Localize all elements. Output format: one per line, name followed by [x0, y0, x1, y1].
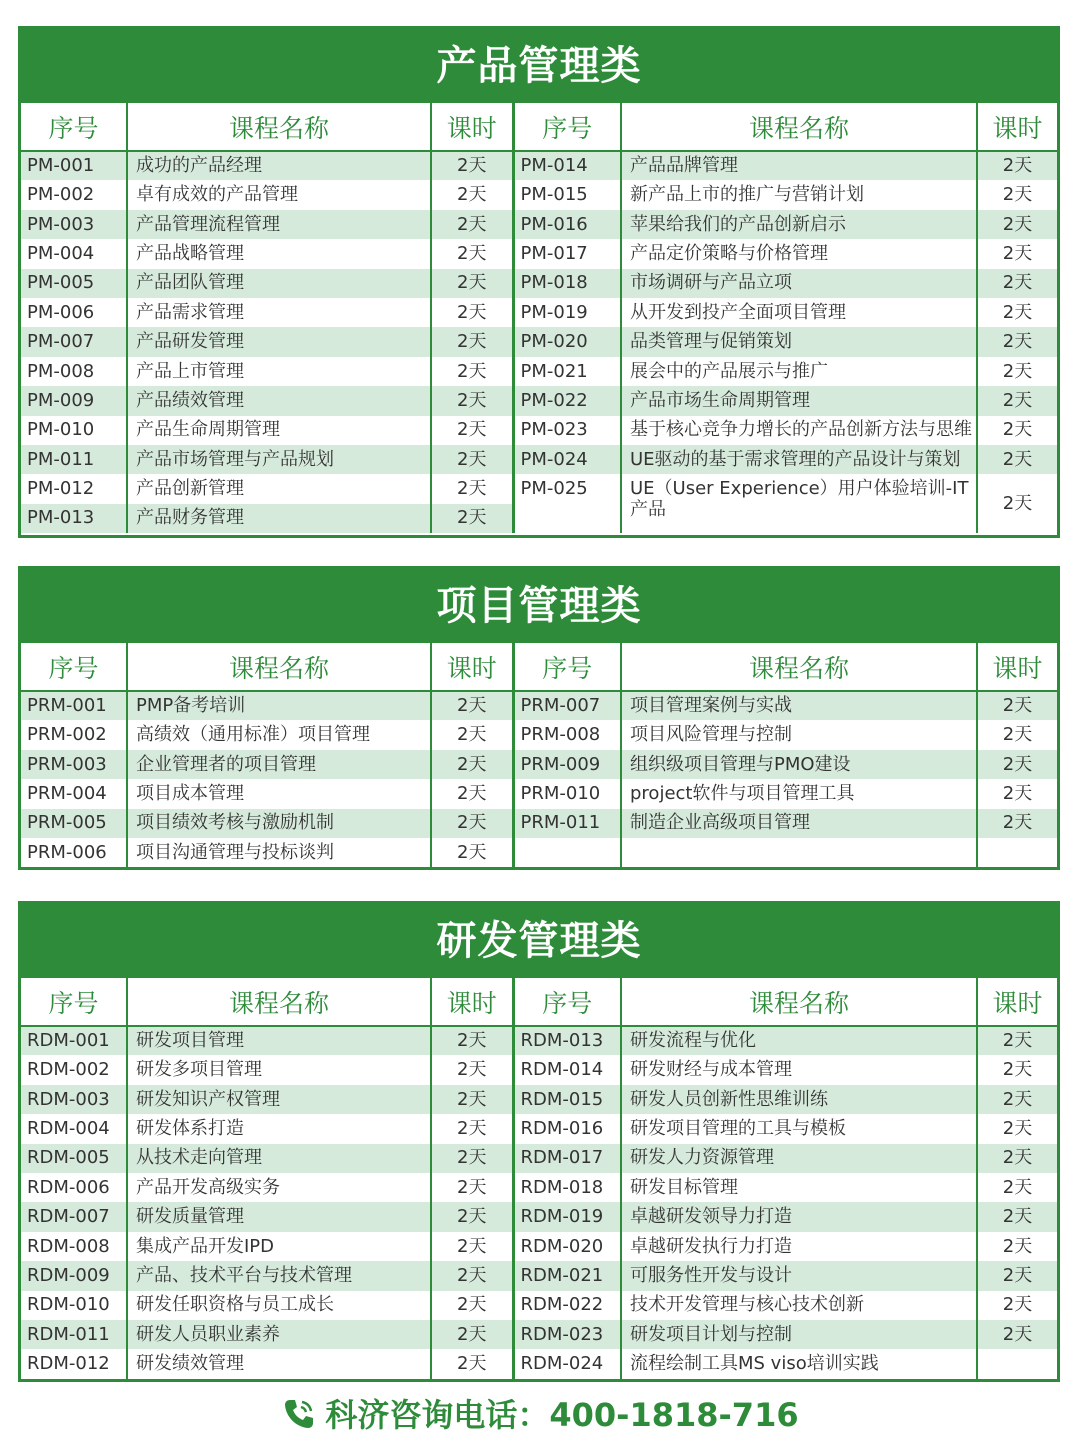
course-code: PRM-008	[513, 720, 621, 749]
course-hours: 2天	[977, 269, 1057, 298]
course-name: 流程绘制工具MS viso培训实践	[621, 1349, 977, 1378]
course-hours	[977, 1349, 1057, 1378]
course-code: RDM-005	[21, 1144, 127, 1173]
course-code: PM-008	[21, 357, 127, 386]
header-name: 课程名称	[127, 643, 431, 691]
course-name	[621, 838, 977, 867]
course-code: RDM-016	[513, 1114, 621, 1143]
course-code: RDM-006	[21, 1173, 127, 1202]
course-name: 从开发到投产全面项目管理	[621, 298, 977, 327]
header-name: 课程名称	[127, 103, 431, 151]
course-code: RDM-018	[513, 1173, 621, 1202]
course-code: RDM-007	[21, 1202, 127, 1231]
course-name: 展会中的产品展示与推广	[621, 357, 977, 386]
course-name: 卓有成效的产品管理	[127, 180, 431, 209]
course-hours: 2天	[977, 239, 1057, 268]
course-hours: 2天	[977, 151, 1057, 180]
header-id: 序号	[513, 103, 621, 151]
table-row	[21, 1144, 1057, 1173]
course-name: 高绩效（通用标准）项目管理	[127, 720, 431, 749]
course-code: PM-015	[513, 180, 621, 209]
course-name: 组织级项目管理与PMO建设	[621, 750, 977, 779]
course-code: PRM-005	[21, 809, 127, 838]
section-title: 研发管理类	[21, 904, 1057, 978]
course-name: 产品管理流程管理	[127, 210, 431, 239]
course-code: PM-002	[21, 180, 127, 209]
course-hours: 2天	[431, 779, 513, 808]
course-name: 研发知识产权管理	[127, 1085, 431, 1114]
course-code: PM-021	[513, 357, 621, 386]
course-hours: 2天	[977, 1291, 1057, 1320]
course-code: PM-004	[21, 239, 127, 268]
course-hours: 2天	[431, 1114, 513, 1143]
course-hours: 2天	[977, 327, 1057, 356]
course-name: 项目成本管理	[127, 779, 431, 808]
header-hours: 课时	[977, 978, 1057, 1026]
course-hours: 2天	[431, 386, 513, 415]
table-row	[21, 1320, 1057, 1349]
course-hours: 2天	[977, 1055, 1057, 1084]
course-code: RDM-008	[21, 1232, 127, 1261]
course-code: PM-017	[513, 239, 621, 268]
table-row	[21, 445, 1057, 474]
course-code: RDM-012	[21, 1349, 127, 1378]
course-code: PM-010	[21, 416, 127, 445]
section-title: 产品管理类	[21, 29, 1057, 103]
table-row	[21, 779, 1057, 808]
course-name: 新产品上市的推广与营销计划	[621, 180, 977, 209]
table-row	[21, 151, 1057, 180]
course-hours: 2天	[977, 720, 1057, 749]
course-hours: 2天	[431, 720, 513, 749]
course-code	[513, 838, 621, 867]
course-name: 研发目标管理	[621, 1173, 977, 1202]
course-name: 产品财务管理	[127, 504, 431, 533]
course-name: 研发项目计划与控制	[621, 1320, 977, 1349]
course-code: PM-012	[21, 474, 127, 503]
course-name: 研发体系打造	[127, 1114, 431, 1143]
course-name: 研发人力资源管理	[621, 1144, 977, 1173]
course-hours: 2天	[977, 386, 1057, 415]
course-code: RDM-001	[21, 1026, 127, 1055]
course-name: 集成产品开发IPD	[127, 1232, 431, 1261]
course-hours: 2天	[431, 1055, 513, 1084]
course-hours: 2天	[977, 210, 1057, 239]
course-hours: 2天	[431, 1349, 513, 1378]
course-hours: 2天	[431, 269, 513, 298]
course-code: PM-009	[21, 386, 127, 415]
course-name: 项目沟通管理与投标谈判	[127, 838, 431, 867]
course-code: RDM-022	[513, 1291, 621, 1320]
course-code: RDM-019	[513, 1202, 621, 1231]
course-hours: 2天	[977, 416, 1057, 445]
course-code: PRM-011	[513, 809, 621, 838]
header-id: 序号	[21, 643, 127, 691]
course-code: PM-024	[513, 445, 621, 474]
course-name: 苹果给我们的产品创新启示	[621, 210, 977, 239]
course-hours: 2天	[431, 1232, 513, 1261]
course-hours: 2天	[431, 809, 513, 838]
course-hours: 2天	[431, 691, 513, 720]
course-hours: 2天	[977, 445, 1057, 474]
course-name: 产品生命周期管理	[127, 416, 431, 445]
course-hours: 2天	[977, 357, 1057, 386]
course-code: RDM-020	[513, 1232, 621, 1261]
course-code: PM-019	[513, 298, 621, 327]
course-hours: 2天	[977, 298, 1057, 327]
header-row	[21, 978, 1057, 1026]
course-table	[21, 978, 1057, 1379]
course-name: 产品团队管理	[127, 269, 431, 298]
course-code: RDM-009	[21, 1261, 127, 1290]
header-name: 课程名称	[621, 103, 977, 151]
course-name: 市场调研与产品立项	[621, 269, 977, 298]
course-code: PRM-003	[21, 750, 127, 779]
course-code: PM-022	[513, 386, 621, 415]
course-hours: 2天	[431, 1026, 513, 1055]
course-hours: 2天	[431, 416, 513, 445]
course-name: 研发任职资格与员工成长	[127, 1291, 431, 1320]
course-code: PM-013	[21, 504, 127, 533]
course-code: RDM-003	[21, 1085, 127, 1114]
section-title: 项目管理类	[21, 569, 1057, 643]
course-name: 产品、技术平台与技术管理	[127, 1261, 431, 1290]
section-product-management	[18, 26, 1060, 538]
course-code: PRM-004	[21, 779, 127, 808]
course-code: PM-014	[513, 151, 621, 180]
table-row	[21, 1114, 1057, 1143]
course-name: 研发多项目管理	[127, 1055, 431, 1084]
course-name: 研发人员职业素养	[127, 1320, 431, 1349]
table-row	[21, 1173, 1057, 1202]
course-code: PRM-001	[21, 691, 127, 720]
course-name: 项目管理案例与实战	[621, 691, 977, 720]
course-hours: 2天	[431, 327, 513, 356]
course-name: 产品研发管理	[127, 327, 431, 356]
table-row	[21, 1261, 1057, 1290]
course-hours: 2天	[431, 298, 513, 327]
header-name: 课程名称	[127, 978, 431, 1026]
course-hours: 2天	[977, 691, 1057, 720]
course-hours	[977, 838, 1057, 867]
course-name: 从技术走向管理	[127, 1144, 431, 1173]
course-name: 成功的产品经理	[127, 151, 431, 180]
course-name: 技术开发管理与核心技术创新	[621, 1291, 977, 1320]
course-hours: 2天	[977, 1114, 1057, 1143]
table-row	[21, 1232, 1057, 1261]
course-hours: 2天	[431, 1144, 513, 1173]
table-row	[21, 720, 1057, 749]
course-hours: 2天	[977, 779, 1057, 808]
course-code: RDM-023	[513, 1320, 621, 1349]
table-row	[21, 691, 1057, 720]
course-code: PRM-002	[21, 720, 127, 749]
course-hours: 2天	[977, 750, 1057, 779]
header-id: 序号	[513, 978, 621, 1026]
course-hours: 2天	[977, 180, 1057, 209]
course-code: RDM-015	[513, 1085, 621, 1114]
header-hours: 课时	[431, 978, 513, 1026]
course-name: 研发绩效管理	[127, 1349, 431, 1378]
course-name: UE（User Experience）用户体验培训-IT产品	[621, 474, 977, 533]
course-code: RDM-017	[513, 1144, 621, 1173]
course-hours: 2天	[431, 239, 513, 268]
table-row	[21, 1055, 1057, 1084]
course-name: 产品定价策略与价格管理	[621, 239, 977, 268]
header-hours: 课时	[431, 103, 513, 151]
course-name: 产品战略管理	[127, 239, 431, 268]
course-hours: 2天	[977, 1320, 1057, 1349]
course-code: RDM-013	[513, 1026, 621, 1055]
course-hours: 2天	[431, 750, 513, 779]
table-row	[21, 180, 1057, 209]
course-name: 产品创新管理	[127, 474, 431, 503]
course-name: 制造企业高级项目管理	[621, 809, 977, 838]
table-row	[21, 1202, 1057, 1231]
course-name: 卓越研发领导力打造	[621, 1202, 977, 1231]
course-name: 产品绩效管理	[127, 386, 431, 415]
course-hours: 2天	[977, 1026, 1057, 1055]
phone-icon	[281, 1396, 317, 1432]
course-name: 研发流程与优化	[621, 1026, 977, 1055]
header-row	[21, 643, 1057, 691]
table-row	[21, 327, 1057, 356]
header-hours: 课时	[977, 103, 1057, 151]
table-row	[21, 1026, 1057, 1055]
table-row	[21, 1085, 1057, 1114]
header-name: 课程名称	[621, 643, 977, 691]
table-row	[21, 838, 1057, 867]
course-code: PRM-010	[513, 779, 621, 808]
course-hours: 2天	[431, 210, 513, 239]
header-hours: 课时	[977, 643, 1057, 691]
table-row	[21, 1291, 1057, 1320]
course-name: project软件与项目管理工具	[621, 779, 977, 808]
course-name: 研发财经与成本管理	[621, 1055, 977, 1084]
header-row	[21, 103, 1057, 151]
course-hours: 2天	[431, 1173, 513, 1202]
course-name: 企业管理者的项目管理	[127, 750, 431, 779]
contact-footer	[0, 1390, 1080, 1440]
table-row	[21, 269, 1057, 298]
table-row	[21, 474, 1057, 503]
course-hours: 2天	[431, 445, 513, 474]
course-name: 产品需求管理	[127, 298, 431, 327]
section-rd-management	[18, 901, 1060, 1382]
course-hours: 2天	[431, 1202, 513, 1231]
course-hours: 2天	[977, 1144, 1057, 1173]
course-table	[21, 103, 1057, 533]
course-name: 产品市场管理与产品规划	[127, 445, 431, 474]
course-hours: 2天	[977, 1085, 1057, 1114]
course-hours: 2天	[431, 1291, 513, 1320]
course-name: 研发人员创新性思维训练	[621, 1085, 977, 1114]
course-code: RDM-004	[21, 1114, 127, 1143]
table-row	[21, 809, 1057, 838]
course-hours: 2天	[431, 1320, 513, 1349]
course-name: 可服务性开发与设计	[621, 1261, 977, 1290]
course-code: RDM-024	[513, 1349, 621, 1378]
course-code: PRM-006	[21, 838, 127, 867]
course-name: 产品上市管理	[127, 357, 431, 386]
course-code: PM-011	[21, 445, 127, 474]
table-row	[21, 750, 1057, 779]
course-code: RDM-010	[21, 1291, 127, 1320]
course-table	[21, 643, 1057, 867]
header-id: 序号	[21, 103, 127, 151]
course-name: PMP备考培训	[127, 691, 431, 720]
header-id: 序号	[21, 978, 127, 1026]
course-code: PM-001	[21, 151, 127, 180]
course-hours: 2天	[431, 838, 513, 867]
course-hours: 2天	[977, 809, 1057, 838]
header-name: 课程名称	[621, 978, 977, 1026]
course-name: 品类管理与促销策划	[621, 327, 977, 356]
course-hours: 2天	[431, 151, 513, 180]
course-name: 基于核心竞争力增长的产品创新方法与思维	[621, 416, 977, 445]
table-row	[21, 210, 1057, 239]
course-hours: 2天	[431, 1261, 513, 1290]
course-hours: 2天	[431, 504, 513, 533]
table-row	[21, 1349, 1057, 1378]
course-hours: 2天	[431, 1085, 513, 1114]
course-name: 项目风险管理与控制	[621, 720, 977, 749]
course-hours: 2天	[977, 474, 1057, 533]
section-project-management	[18, 566, 1060, 870]
course-name: 产品开发高级实务	[127, 1173, 431, 1202]
course-name: 产品市场生命周期管理	[621, 386, 977, 415]
header-id: 序号	[513, 643, 621, 691]
course-hours: 2天	[431, 180, 513, 209]
course-code: PM-020	[513, 327, 621, 356]
course-name: 产品品牌管理	[621, 151, 977, 180]
table-row	[21, 416, 1057, 445]
course-code: PM-025	[513, 474, 621, 533]
course-code: PRM-007	[513, 691, 621, 720]
course-code: RDM-011	[21, 1320, 127, 1349]
course-hours: 2天	[431, 357, 513, 386]
contact-text: 科济咨询电话：400-1818-716	[325, 1396, 799, 1434]
course-code: PM-018	[513, 269, 621, 298]
table-row	[21, 239, 1057, 268]
course-name: 研发质量管理	[127, 1202, 431, 1231]
course-hours: 2天	[977, 1202, 1057, 1231]
course-hours: 2天	[977, 1232, 1057, 1261]
table-row	[21, 357, 1057, 386]
course-code: RDM-021	[513, 1261, 621, 1290]
header-hours: 课时	[431, 643, 513, 691]
course-name: 研发项目管理	[127, 1026, 431, 1055]
course-code: PM-006	[21, 298, 127, 327]
course-code: PM-005	[21, 269, 127, 298]
course-code: PRM-009	[513, 750, 621, 779]
course-hours: 2天	[977, 1261, 1057, 1290]
table-row	[21, 386, 1057, 415]
course-hours: 2天	[977, 1173, 1057, 1202]
course-code: PM-016	[513, 210, 621, 239]
course-name: 卓越研发执行力打造	[621, 1232, 977, 1261]
course-hours: 2天	[431, 474, 513, 503]
course-code: PM-007	[21, 327, 127, 356]
course-code: RDM-014	[513, 1055, 621, 1084]
course-name: UE驱动的基于需求管理的产品设计与策划	[621, 445, 977, 474]
course-code: RDM-002	[21, 1055, 127, 1084]
course-name: 研发项目管理的工具与模板	[621, 1114, 977, 1143]
course-code: PM-003	[21, 210, 127, 239]
course-code: PM-023	[513, 416, 621, 445]
course-name: 项目绩效考核与激励机制	[127, 809, 431, 838]
table-row	[21, 298, 1057, 327]
